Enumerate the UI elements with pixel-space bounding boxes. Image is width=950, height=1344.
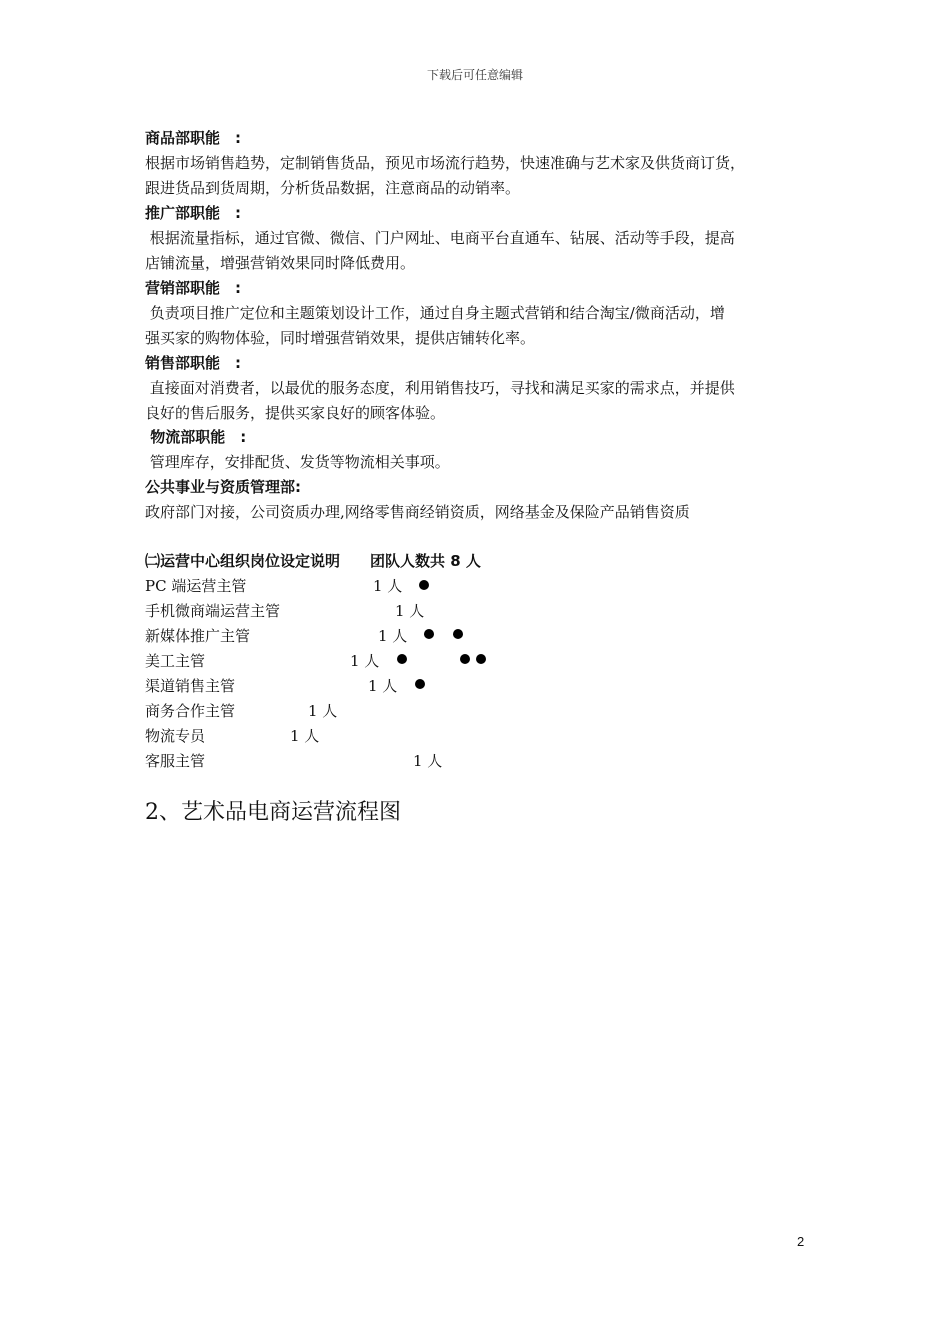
org-count: 1 人 <box>413 752 443 770</box>
section-text-marketing-1: 负责项目推广定位和主题策划设计工作，通过自身主题式营销和结合淘宝/微商活动，增 <box>145 304 725 322</box>
section-title-marketing: 营销部职能 : <box>145 279 241 297</box>
org-role: PC 端运营主管 <box>145 577 247 595</box>
bullet-dot <box>397 654 407 664</box>
section-title-public-affairs: 公共事业与资质管理部: <box>145 478 301 496</box>
org-role: 商务合作主管 <box>145 702 236 720</box>
org-role: 手机微商端运营主管 <box>145 602 281 620</box>
bullet-dot <box>453 629 463 639</box>
section-text-logistics-1: 管理库存，安排配货、发货等物流相关事项。 <box>145 453 450 471</box>
org-role: 新媒体推广主管 <box>145 627 251 645</box>
org-count: 1 人 <box>378 627 408 645</box>
org-role: 美工主管 <box>145 652 206 670</box>
bullet-dot <box>415 679 425 689</box>
org-count: 1 人 <box>368 677 398 695</box>
section-heading-flowchart: 2、艺术品电商运营流程图 <box>145 800 401 825</box>
section-text-merchandise-1: 根据市场销售趋势，定制销售货品，预见市场流行趋势，快速准确与艺术家及供货商订货， <box>145 154 746 172</box>
section-text-public-affairs-1: 政府部门对接，公司资质办理,网络零售商经销资质，网络基金及保险产品销售资质 <box>145 503 690 521</box>
section-title-merchandise: 商品部职能 : <box>145 129 241 147</box>
bullet-dot <box>476 654 486 664</box>
org-heading: ㈡运营中心组织岗位设定说明 团队人数共 8 人 <box>145 552 481 570</box>
org-count: 1 人 <box>308 702 338 720</box>
bullet-dot <box>460 654 470 664</box>
org-role: 物流专员 <box>145 727 206 745</box>
section-text-promotion-1: 根据流量指标，通过官微、微信、门户网址、电商平台直通车、钻展、活动等手段，提高 <box>145 229 735 247</box>
page-header-note: 下载后可任意编辑 <box>426 68 523 82</box>
org-count: 1 人 <box>290 727 320 745</box>
section-text-sales-1: 直接面对消费者，以最优的服务态度，利用销售技巧，寻找和满足买家的需求点，并提供 <box>145 379 735 397</box>
section-text-promotion-2: 店铺流量，增强营销效果同时降低费用。 <box>145 254 416 272</box>
section-title-promotion: 推广部职能 : <box>145 204 241 222</box>
section-text-sales-2: 良好的售后服务，提供买家良好的顾客体验。 <box>145 404 446 422</box>
org-count: 1 人 <box>350 652 380 670</box>
page-number: 2 <box>797 1234 805 1249</box>
section-title-logistics: 物流部职能 : <box>145 428 247 446</box>
section-text-marketing-2: 强买家的购物体验，同时增强营销效果，提供店铺转化率。 <box>145 329 536 347</box>
section-title-sales: 销售部职能 : <box>145 354 241 372</box>
org-role: 渠道销售主管 <box>145 677 236 695</box>
bullet-dot <box>419 580 429 590</box>
org-count: 1 人 <box>395 602 425 620</box>
org-count: 1 人 <box>373 577 403 595</box>
section-text-merchandise-2: 跟进货品到货周期，分析货品数据，注意商品的动销率。 <box>145 179 521 197</box>
bullet-dot <box>424 629 434 639</box>
org-role: 客服主管 <box>145 752 206 770</box>
